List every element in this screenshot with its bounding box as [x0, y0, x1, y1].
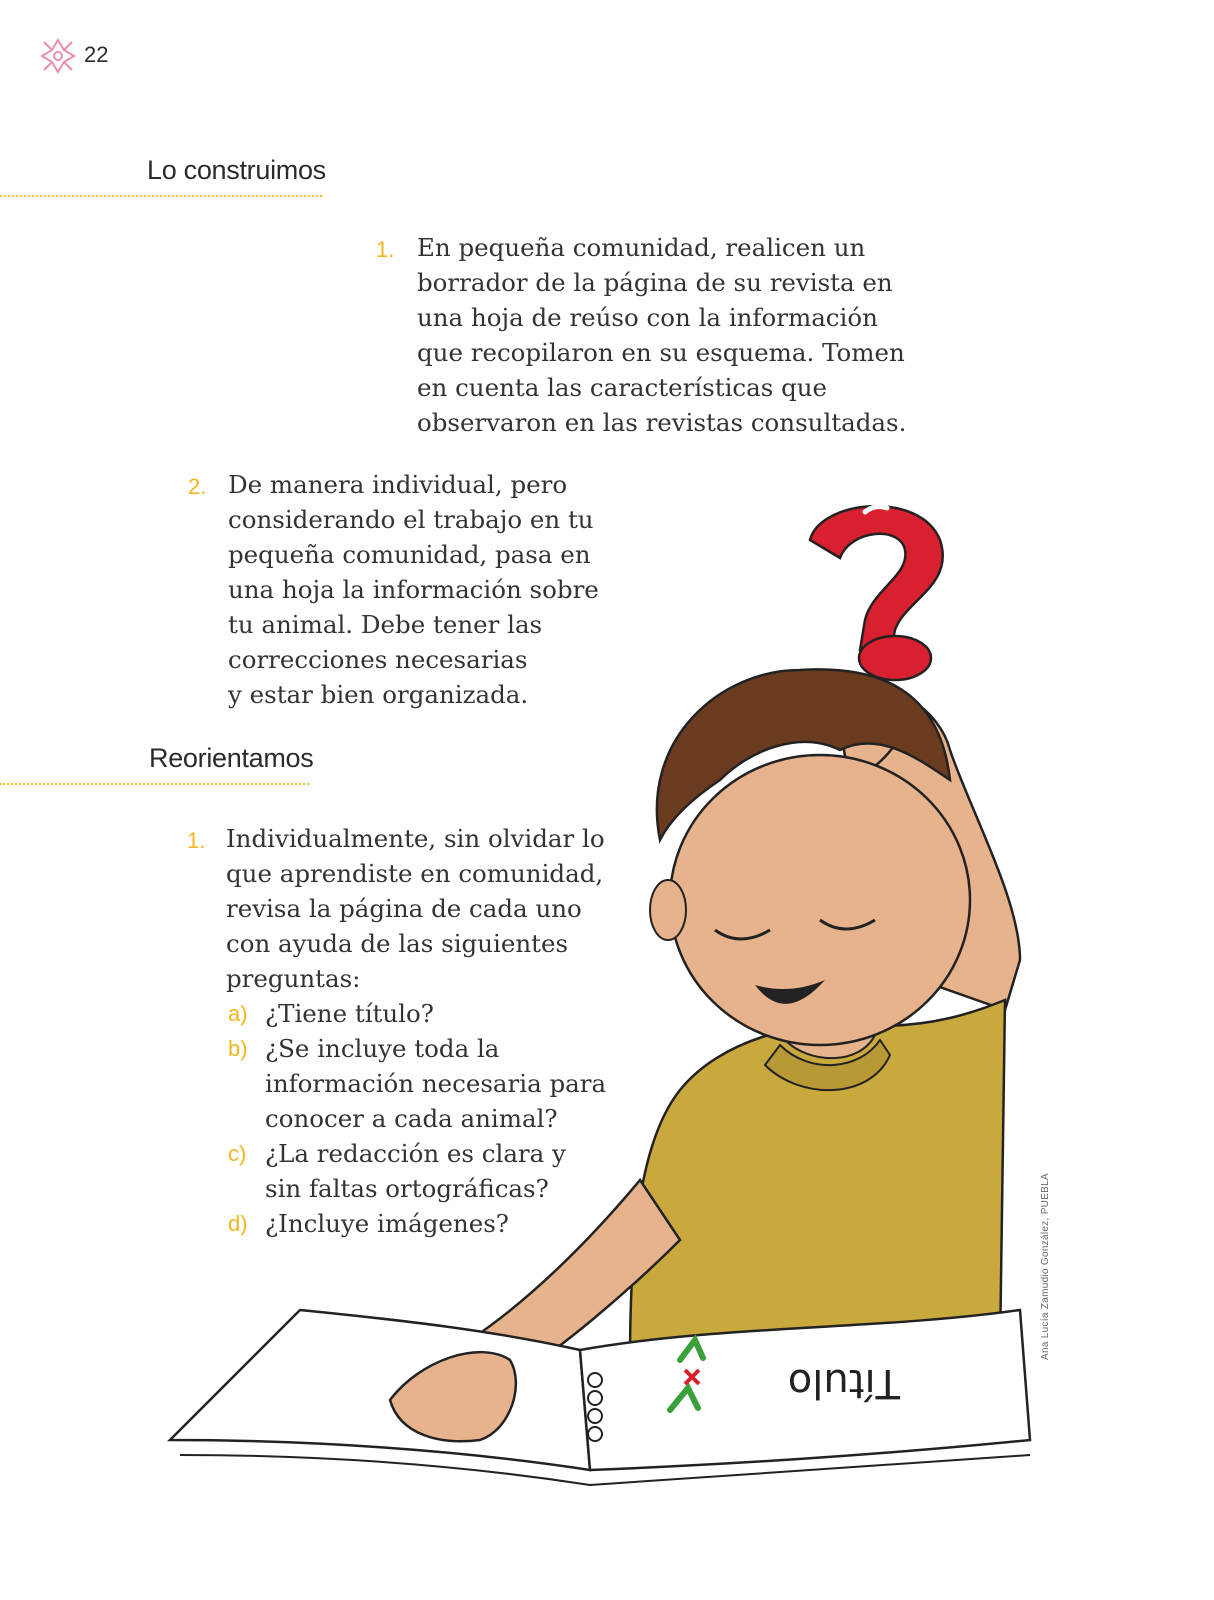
page-number: 22	[84, 42, 109, 67]
text-line: en cuenta las características que	[417, 373, 828, 402]
text-line: Individualmente, sin olvidar lo	[226, 824, 605, 853]
text-line: que aprendiste en comunidad,	[226, 859, 604, 888]
text-line: sin faltas ortográficas?	[265, 1174, 549, 1203]
text-line: considerando el trabajo en tu	[228, 505, 594, 534]
text-line: revisa la página de cada uno	[226, 894, 582, 923]
section-title-lo-construimos: Lo construimos	[147, 155, 326, 185]
text-line: correcciones necesarias	[228, 645, 528, 674]
text-line: una hoja de reúso con la información	[417, 303, 878, 332]
text-line: una hoja la información sobre	[228, 575, 599, 604]
paragraph-item-1	[417, 230, 906, 440]
text-line: ¿Incluye imágenes?	[265, 1209, 509, 1238]
text-line: preguntas:	[226, 964, 361, 993]
text-line: tu animal. Debe tener las	[228, 610, 543, 639]
pink-star-ornament-icon	[38, 36, 78, 76]
item-number: 2.	[188, 474, 207, 499]
sub-question-letter: b)	[228, 1036, 248, 1061]
notebook-word: Título	[787, 1360, 900, 1406]
sub-question-letter: d)	[228, 1211, 248, 1236]
text-line: pequeña comunidad, pasa en	[228, 540, 591, 569]
illustration-credit: Ana Lucía Zamudio González, PUEBLA	[1040, 1173, 1051, 1360]
text-line: información necesaria para	[265, 1069, 607, 1098]
text-line: observaron en las revistas consultadas.	[417, 408, 907, 437]
text-line: que recopilaron en su esquema. Tomen	[417, 338, 905, 367]
section-title-reorientamos: Reorientamos	[149, 743, 314, 773]
section-divider	[0, 195, 322, 197]
text-line: En pequeña comunidad, realicen un	[417, 233, 866, 262]
text-line: ¿La redacción es clara y	[265, 1139, 566, 1168]
text-line: borrador de la página de su revista en	[417, 268, 893, 297]
text-line: y estar bien organizada.	[228, 680, 529, 709]
text-line: ¿Se incluye toda la	[265, 1034, 500, 1063]
sub-question-letter: a)	[228, 1001, 248, 1026]
text-line: con ayuda de las siguientes	[226, 929, 569, 958]
boy-thinking-illustration	[160, 480, 1050, 1490]
item-number: 1.	[376, 237, 395, 262]
text-line: conocer a cada animal?	[265, 1104, 558, 1133]
text-line: De manera individual, pero	[228, 470, 568, 499]
sub-question-letter: c)	[228, 1141, 247, 1166]
text-line: ¿Tiene título?	[265, 999, 434, 1028]
question-mark-icon	[810, 506, 943, 680]
item-number: 1.	[187, 828, 206, 853]
